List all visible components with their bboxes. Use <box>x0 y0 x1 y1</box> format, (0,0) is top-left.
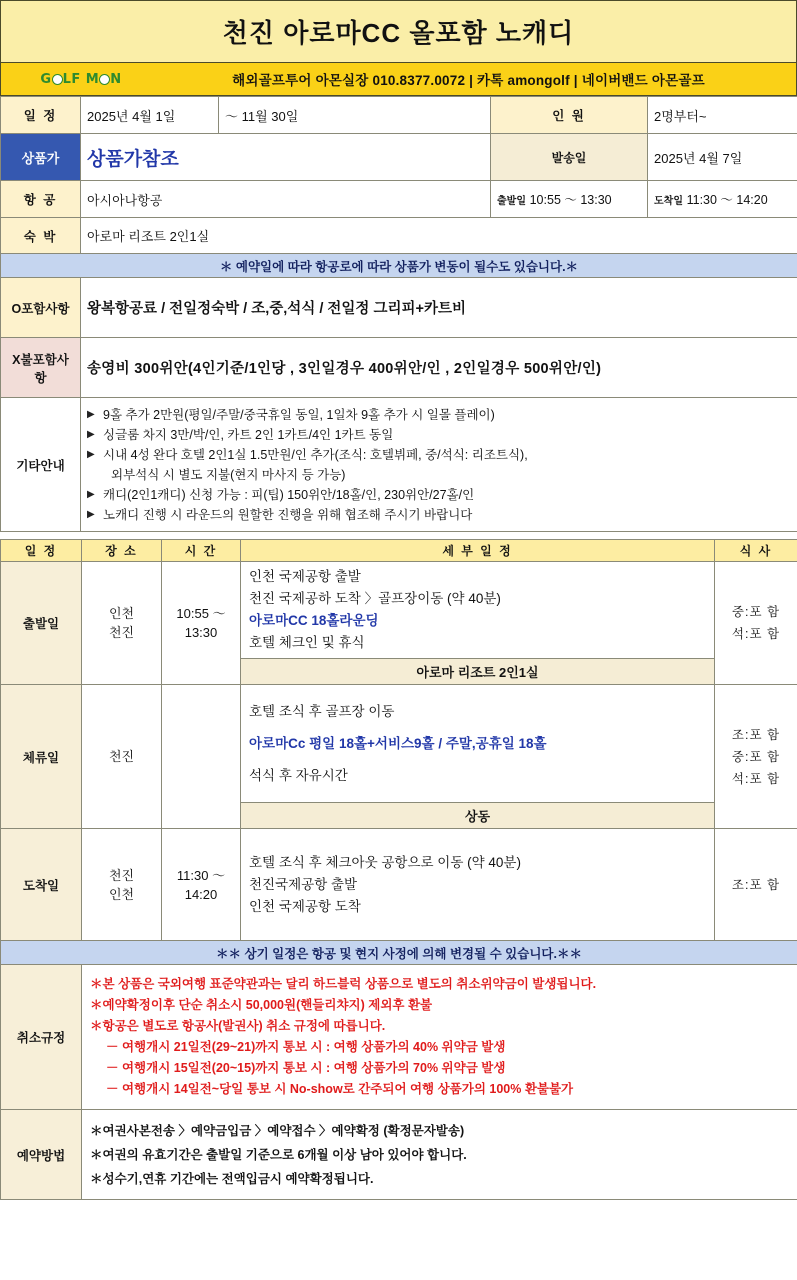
detail-line-highlight: 아로마Cc 평일 18홀+서비스9홀 / 주말,공휴일 18홀 <box>249 735 547 751</box>
day3-time <box>162 829 241 941</box>
contact-strip <box>0 62 797 96</box>
detail-line: 호텔 조식 후 체크아웃 공항으로 이동 (약 40분) <box>249 854 521 870</box>
asterisk-icon: ＊ <box>90 1123 103 1138</box>
time-line: 10:55 ～ <box>176 606 226 621</box>
detail-line: 천진 국제공하 도착 〉골프장이동 (약 40분) <box>249 591 501 606</box>
itinerary-header-row <box>1 540 797 562</box>
cancel-item-text: 본 상품은 국외여행 표준약관과는 달리 하드블럭 상품으로 별도의 취소위약금이 발생됩니다. <box>102 977 597 991</box>
day1-place <box>82 562 162 685</box>
day2-time <box>162 685 241 829</box>
detail-line-highlight: 아로마CC 18홀라운딩 <box>249 613 379 628</box>
exclude-label: X불포함사항 <box>1 338 81 398</box>
col-header-detail: 세 부 일 정 <box>241 540 715 562</box>
send-date-label: 발송일 <box>491 134 648 181</box>
etc-item-text: 노캐디 진행 시 라운드의 원할한 진행을 위해 협조해 주시기 바랍니다 <box>103 507 473 522</box>
page-title: 천진 아로마CC 올포함 노캐디 <box>222 18 575 48</box>
day1-label: 출발일 <box>1 562 82 685</box>
meal-line: 석:포 함 <box>731 771 781 786</box>
list-item <box>87 485 791 505</box>
booking-item-text: 여권사본전송 〉예약금입금 〉예약접수 〉예약확정 (확정문자발송) <box>102 1123 465 1138</box>
people-value: 2명부터~ <box>648 97 797 134</box>
detail-line: 천진국제공항 출발 <box>249 876 358 892</box>
include-value: 왕복항공료 / 전일정숙박 / 조,중,석식 / 전일정 그리피+카트비 <box>81 278 797 338</box>
table-row-schedule <box>1 97 797 134</box>
booking-label: 예약방법 <box>1 1110 82 1200</box>
asterisk-icon: ＊ <box>90 977 103 991</box>
asterisk-icon: ＊ <box>90 1147 103 1162</box>
triangle-right-icon: ▶ <box>87 488 95 500</box>
meal-line: 중:포 함 <box>731 749 781 764</box>
table-row-stay <box>1 218 797 254</box>
price-change-notice: ＊ 예약일에 따라 항공로에 따라 상품가 변동이 될수도 있습니다.＊ <box>1 254 797 278</box>
arrival-tag: 도착일 <box>654 196 683 207</box>
day1-time <box>162 562 241 685</box>
golf-ball-icon <box>52 74 63 85</box>
price-value: 상품가참조 <box>81 134 491 181</box>
col-header-meal: 식 사 <box>715 540 797 562</box>
etc-item-text: 시내 4성 완다 호텔 2인1실 1.5만원/인 추가(조식: 호텔뷔페, 중/석식: 리조트식), <box>103 447 528 462</box>
table-row-booking <box>1 1110 797 1200</box>
contact-info: 해외골프투어 아몬실장 010.8377.0072 | 카톡 amongolf | 네이버밴드 아몬골프 <box>232 73 705 88</box>
day3-place <box>82 829 162 941</box>
meal-line: 석:포 함 <box>731 627 781 641</box>
list-item <box>87 425 791 445</box>
list-item <box>90 1143 789 1167</box>
etc-item-text: 9홀 추가 2만원(평일/주말/중국휴일 동일, 1일차 9홀 추가 시 일몰 플레이) <box>103 407 495 422</box>
meal-line: 조:포 함 <box>731 877 781 892</box>
day2-meal <box>715 685 797 829</box>
schedule-change-notice: ＊＊ 상기 일정은 항공 및 현지 사정에 의해 변경될 수 있습니다.＊＊ <box>1 941 797 965</box>
table-row-day2 <box>1 685 797 803</box>
detail-line: 호텔 체크인 및 휴식 <box>249 635 365 650</box>
cancel-subitem-text: － 여행개시 15일전(20~15)까지 통보 시 : 여행 상품가의 70% 위약금 발생 <box>106 1061 506 1075</box>
list-item <box>90 995 789 1016</box>
people-label: 인 원 <box>491 97 648 134</box>
list-item <box>87 505 791 525</box>
departure-tag: 출발일 <box>497 196 526 207</box>
cancel-item-text: 항공은 별도로 항공사(발권사) 취소 규정에 따릅니다. <box>102 1019 386 1033</box>
triangle-right-icon: ▶ <box>87 408 95 420</box>
time-line: 13:30 <box>184 625 218 640</box>
place-line: 인천 <box>108 886 135 902</box>
departure-time: 10:55 ～ 13:30 <box>529 193 612 207</box>
etc-label: 기타안내 <box>1 398 81 532</box>
include-label: O포함사항 <box>1 278 81 338</box>
arrival-time: 11:30 ～ 14:20 <box>686 193 768 207</box>
list-item <box>90 974 789 995</box>
booking-item-text: 여권의 유효기간은 출발일 기준으로 6개월 이상 남아 있어야 합니다. <box>102 1147 467 1162</box>
place-line: 천진 <box>108 749 135 764</box>
departure-time-cell <box>491 181 648 218</box>
itinerary-table <box>0 539 797 1200</box>
cancel-value <box>82 965 797 1110</box>
cancel-item-text: 예약확정이후 단순 취소시 50,000원(핸들리챠지) 제외후 환불 <box>102 998 433 1012</box>
detail-line: 석식 후 자유시간 <box>249 767 348 783</box>
place-line: 천진 <box>108 867 135 883</box>
cancel-subitem-text: － 여행개시 21일전(29~21)까지 통보 시 : 여행 상품가의 40% 위약금 발생 <box>106 1040 506 1054</box>
col-header-time: 시 간 <box>162 540 241 562</box>
etc-item-text: 캐디(2인1캐디) 신청 가능 : 피(팁) 150위안/18홀/인, 230위안/27홀/인 <box>103 487 475 502</box>
day2-hotel: 상동 <box>241 803 715 829</box>
airline-value: 아시아나항공 <box>81 181 491 218</box>
triangle-right-icon: ▶ <box>87 428 95 440</box>
day1-hotel: 아로마 리조트 2인1실 <box>241 659 715 685</box>
cancel-subitem-text: － 여행개시 14일전~당일 통보 시 No-show로 간주되어 여행 상품가의 100% 환불불가 <box>106 1082 574 1096</box>
stay-value: 아로마 리조트 2인1실 <box>81 218 797 254</box>
booking-item-text: 성수기,연휴 기간에는 전액입금시 예약확정됩니다. <box>102 1171 374 1186</box>
table-row-etc <box>1 398 797 532</box>
detail-line: 인천 국제공항 출발 <box>249 569 361 584</box>
time-line: 11:30 ～ <box>176 867 226 883</box>
meal-line: 중:포 함 <box>731 605 781 619</box>
logo-text: G LF M N <box>40 71 122 87</box>
day1-meal <box>715 562 797 685</box>
air-label: 항 공 <box>1 181 81 218</box>
schedule-value: 2025년 4월 1일 <box>81 97 219 134</box>
etc-item-text: 싱글룸 차지 3만/박/인, 카트 2인 1카트/4인 1카트 동일 <box>103 427 394 442</box>
day3-detail <box>241 829 715 941</box>
stay-label: 숙 박 <box>1 218 81 254</box>
schedule-value-end: ～ 11월 30일 <box>219 97 491 134</box>
table-row-day1 <box>1 562 797 659</box>
section-divider <box>0 532 797 539</box>
place-line: 인천 <box>108 606 135 621</box>
triangle-right-icon: ▶ <box>87 508 95 520</box>
etc-item-continuation: 외부석식 시 별도 지불(현지 마사지 등 가능) <box>111 467 346 482</box>
info-table <box>0 96 797 532</box>
table-row-cancel <box>1 965 797 1110</box>
exclude-value: 송영비 300위안(4인기준/1인당 , 3인일경우 400위안/인 , 2인일경우 500위안/인) <box>81 338 797 398</box>
table-row-exclude <box>1 338 797 398</box>
day2-label: 체류일 <box>1 685 82 829</box>
day2-detail <box>241 685 715 803</box>
list-item <box>87 445 791 465</box>
schedule-label: 일 정 <box>1 97 81 134</box>
title-band <box>0 0 797 62</box>
asterisk-icon: ＊ <box>90 1171 103 1186</box>
list-item <box>90 1016 789 1037</box>
detail-line: 인천 국제공항 도착 <box>249 898 361 914</box>
day3-meal <box>715 829 797 941</box>
table-row-notice1 <box>1 254 797 278</box>
price-label: 상품가 <box>1 134 81 181</box>
send-date-value: 2025년 4월 7일 <box>648 134 797 181</box>
day1-detail <box>241 562 715 659</box>
table-row-notice2 <box>1 941 797 965</box>
table-row-day3 <box>1 829 797 941</box>
arrival-time-cell <box>648 181 797 218</box>
time-line: 14:20 <box>184 886 218 902</box>
list-item <box>90 1119 789 1143</box>
col-header-place: 장 소 <box>82 540 162 562</box>
table-row-flight <box>1 181 797 218</box>
place-line: 천진 <box>108 625 135 640</box>
etc-value <box>81 398 797 532</box>
list-item <box>90 1167 789 1191</box>
triangle-right-icon: ▶ <box>87 448 95 460</box>
day3-label: 도착일 <box>1 829 82 941</box>
detail-line: 호텔 조식 후 골프장 이동 <box>249 703 395 719</box>
asterisk-icon: ＊ <box>90 1019 103 1033</box>
col-header-day: 일 정 <box>1 540 82 562</box>
meal-line: 조:포 함 <box>731 727 781 742</box>
golf-ball-icon <box>99 74 110 85</box>
cancel-label: 취소규정 <box>1 965 82 1110</box>
table-row-include <box>1 278 797 338</box>
day2-place <box>82 685 162 829</box>
asterisk-icon: ＊ <box>90 998 103 1012</box>
booking-value <box>82 1110 797 1200</box>
list-item <box>87 405 791 425</box>
table-row-price <box>1 134 797 181</box>
golfmon-logo <box>1 72 161 87</box>
